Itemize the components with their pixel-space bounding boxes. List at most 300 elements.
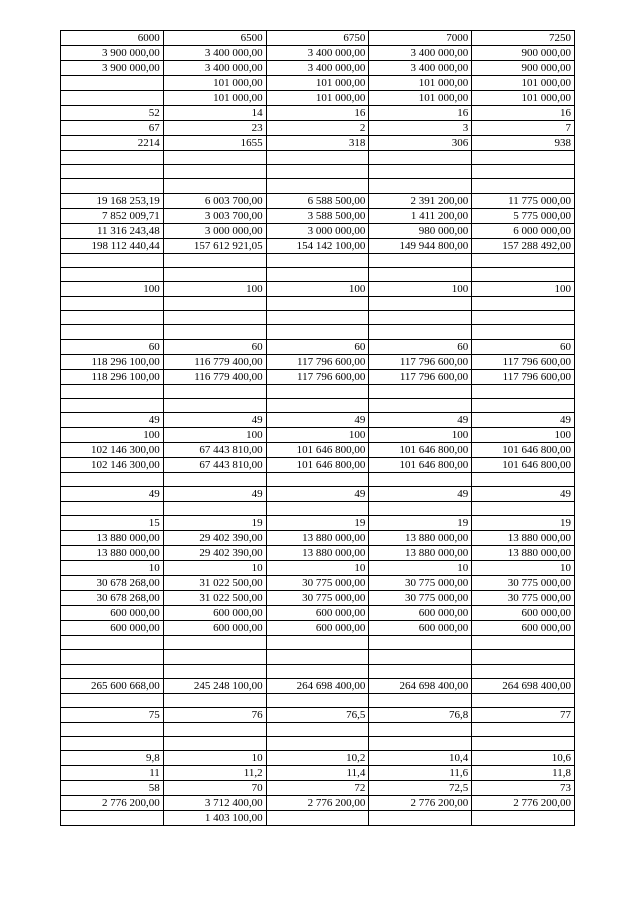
table-row: [61, 121, 575, 136]
table-cell: 19 168 253,19: [61, 193, 164, 208]
table-row: [61, 781, 575, 796]
table-row: [61, 664, 575, 678]
table-cell: 100: [163, 281, 266, 296]
table-cell: 76: [163, 708, 266, 723]
table-cell: [472, 384, 575, 398]
table-cell: [163, 502, 266, 516]
table-cell: [266, 636, 369, 650]
table-cell: 9,8: [61, 751, 164, 766]
table-cell: 100: [61, 427, 164, 442]
table-cell: [163, 267, 266, 281]
table-cell: 19: [472, 516, 575, 531]
table-row: [61, 457, 575, 472]
table-cell: 100: [369, 281, 472, 296]
table-cell: 264 698 400,00: [369, 678, 472, 693]
table-cell: 76,8: [369, 708, 472, 723]
table-cell: 14: [163, 106, 266, 121]
table-cell: [163, 151, 266, 165]
table-cell: 2 391 200,00: [369, 193, 472, 208]
table-cell: [163, 723, 266, 737]
table-cell: 72,5: [369, 781, 472, 796]
table-row: [61, 296, 575, 310]
table-cell: 11 316 243,48: [61, 223, 164, 238]
table-cell: [472, 296, 575, 310]
table-cell: [472, 311, 575, 325]
table-cell: [61, 664, 164, 678]
table-cell: [61, 384, 164, 398]
table-row: [61, 693, 575, 707]
table-cell: 19: [369, 516, 472, 531]
table-cell: 3 400 000,00: [369, 61, 472, 76]
table-cell: 49: [266, 412, 369, 427]
table-cell: 938: [472, 136, 575, 151]
table-cell: [61, 91, 164, 106]
table-cell: 13 880 000,00: [472, 546, 575, 561]
table-cell: 117 796 600,00: [369, 369, 472, 384]
table-cell: 15: [61, 516, 164, 531]
table-cell: [266, 151, 369, 165]
table-cell: 1 411 200,00: [369, 208, 472, 223]
table-cell: [163, 398, 266, 412]
table-cell: 60: [266, 339, 369, 354]
table-cell: 7: [472, 121, 575, 136]
table-cell: 67 443 810,00: [163, 457, 266, 472]
table-cell: [472, 179, 575, 193]
table-cell: 76,5: [266, 708, 369, 723]
table-cell: [472, 502, 575, 516]
table-cell: [369, 636, 472, 650]
table-cell: 306: [369, 136, 472, 151]
table-cell: [163, 737, 266, 751]
table-cell: 101 000,00: [266, 76, 369, 91]
table-row: [61, 576, 575, 591]
table-cell: [369, 502, 472, 516]
table-row: [61, 796, 575, 811]
table-cell: [266, 165, 369, 179]
table-cell: 58: [61, 781, 164, 796]
table-cell: 100: [472, 427, 575, 442]
table-row: [61, 238, 575, 253]
table-cell: 264 698 400,00: [472, 678, 575, 693]
table-cell: [266, 296, 369, 310]
table-cell: 11,6: [369, 766, 472, 781]
table-cell: [61, 296, 164, 310]
table-cell: [163, 253, 266, 267]
table-cell: [61, 398, 164, 412]
table-cell: 16: [472, 106, 575, 121]
table-cell: 77: [472, 708, 575, 723]
table-cell: [472, 253, 575, 267]
table-cell: 600 000,00: [163, 606, 266, 621]
table-cell: 10: [61, 561, 164, 576]
table-cell: 31 022 500,00: [163, 591, 266, 606]
table-cell: 31 022 500,00: [163, 576, 266, 591]
table-cell: [369, 472, 472, 486]
table-cell: 2 776 200,00: [472, 796, 575, 811]
table-cell: [266, 693, 369, 707]
table-cell: [266, 650, 369, 664]
table-row: [61, 516, 575, 531]
table-cell: 13 880 000,00: [369, 546, 472, 561]
table-cell: 154 142 100,00: [266, 238, 369, 253]
table-cell: 7000: [369, 31, 472, 46]
table-cell: [472, 664, 575, 678]
table-row: [61, 136, 575, 151]
data-table: [60, 30, 575, 826]
table-cell: 101 000,00: [472, 76, 575, 91]
table-cell: [472, 636, 575, 650]
table-row: [61, 591, 575, 606]
table-cell: [472, 472, 575, 486]
table-cell: 6 000 000,00: [472, 223, 575, 238]
table-cell: [163, 325, 266, 339]
table-cell: 3 003 700,00: [163, 208, 266, 223]
table-cell: [61, 151, 164, 165]
table-cell: 101 000,00: [472, 91, 575, 106]
table-cell: 318: [266, 136, 369, 151]
table-cell: 3 588 500,00: [266, 208, 369, 223]
table-cell: 116 779 400,00: [163, 354, 266, 369]
table-row: [61, 281, 575, 296]
table-cell: 6 003 700,00: [163, 193, 266, 208]
table-cell: 67 443 810,00: [163, 442, 266, 457]
table-row: [61, 208, 575, 223]
table-cell: 60: [369, 339, 472, 354]
table-row: [61, 398, 575, 412]
table-cell: 16: [266, 106, 369, 121]
table-cell: 117 796 600,00: [369, 354, 472, 369]
table-cell: 600 000,00: [61, 621, 164, 636]
table-row: [61, 325, 575, 339]
table-cell: 101 000,00: [369, 91, 472, 106]
table-cell: 6500: [163, 31, 266, 46]
table-cell: [61, 165, 164, 179]
table-cell: 118 296 100,00: [61, 354, 164, 369]
table-cell: [61, 502, 164, 516]
table-cell: [61, 723, 164, 737]
table-row: [61, 723, 575, 737]
table-cell: 30 678 268,00: [61, 576, 164, 591]
table-cell: 600 000,00: [369, 606, 472, 621]
table-cell: 60: [61, 339, 164, 354]
table-cell: 16: [369, 106, 472, 121]
table-row: [61, 650, 575, 664]
table-row: [61, 546, 575, 561]
table-cell: 101 646 800,00: [472, 457, 575, 472]
table-cell: [369, 325, 472, 339]
table-cell: 30 775 000,00: [266, 591, 369, 606]
table-cell: [266, 472, 369, 486]
table-row: [61, 811, 575, 826]
table-cell: 13 880 000,00: [266, 531, 369, 546]
table-cell: [61, 311, 164, 325]
table-cell: [61, 636, 164, 650]
table-cell: [472, 398, 575, 412]
table-cell: 600 000,00: [61, 606, 164, 621]
table-cell: 11,4: [266, 766, 369, 781]
table-cell: 101 000,00: [369, 76, 472, 91]
table-cell: [266, 737, 369, 751]
table-cell: 265 600 668,00: [61, 678, 164, 693]
table-cell: 101 646 800,00: [266, 442, 369, 457]
table-row: [61, 606, 575, 621]
table-cell: 67: [61, 121, 164, 136]
table-cell: 101 646 800,00: [266, 457, 369, 472]
table-row: [61, 502, 575, 516]
table-cell: [266, 253, 369, 267]
table-cell: 3 000 000,00: [266, 223, 369, 238]
table-cell: 101 646 800,00: [369, 457, 472, 472]
table-cell: 157 288 492,00: [472, 238, 575, 253]
table-cell: [369, 165, 472, 179]
table-cell: 3 400 000,00: [266, 61, 369, 76]
table-cell: 2 776 200,00: [61, 796, 164, 811]
table-cell: [472, 267, 575, 281]
table-cell: 3 000 000,00: [163, 223, 266, 238]
table-cell: [472, 811, 575, 826]
table-cell: 102 146 300,00: [61, 457, 164, 472]
table-cell: 49: [163, 487, 266, 502]
table-row: [61, 253, 575, 267]
table-cell: 2 776 200,00: [266, 796, 369, 811]
table-cell: [369, 179, 472, 193]
table-cell: 117 796 600,00: [472, 369, 575, 384]
table-cell: [266, 267, 369, 281]
table-cell: 157 612 921,05: [163, 238, 266, 253]
table-cell: 6750: [266, 31, 369, 46]
table-cell: 101 646 800,00: [369, 442, 472, 457]
table-cell: [369, 650, 472, 664]
table-cell: 10: [266, 561, 369, 576]
table-row: [61, 751, 575, 766]
table-cell: 11,8: [472, 766, 575, 781]
table-cell: 7 852 009,71: [61, 208, 164, 223]
table-cell: 13 880 000,00: [369, 531, 472, 546]
table-cell: 900 000,00: [472, 61, 575, 76]
table-cell: [266, 325, 369, 339]
table-cell: 72: [266, 781, 369, 796]
table-cell: 11: [61, 766, 164, 781]
table-cell: [369, 296, 472, 310]
table-cell: [61, 472, 164, 486]
table-cell: [61, 253, 164, 267]
table-row: [61, 339, 575, 354]
table-cell: [369, 664, 472, 678]
table-cell: 49: [163, 412, 266, 427]
table-cell: [369, 384, 472, 398]
table-cell: [369, 253, 472, 267]
table-cell: 73: [472, 781, 575, 796]
table-cell: 1 403 100,00: [163, 811, 266, 826]
table-cell: 2 776 200,00: [369, 796, 472, 811]
table-row: [61, 427, 575, 442]
table-cell: 7250: [472, 31, 575, 46]
table-cell: 60: [163, 339, 266, 354]
table-cell: [163, 311, 266, 325]
table-cell: [266, 664, 369, 678]
table-cell: 30 775 000,00: [369, 576, 472, 591]
table-row: [61, 561, 575, 576]
table-cell: 70: [163, 781, 266, 796]
table-cell: [369, 151, 472, 165]
table-cell: 11,2: [163, 766, 266, 781]
table-cell: 600 000,00: [266, 621, 369, 636]
table-cell: [163, 384, 266, 398]
table-cell: 6000: [61, 31, 164, 46]
table-cell: [163, 693, 266, 707]
table-cell: 117 796 600,00: [266, 354, 369, 369]
table-cell: 30 678 268,00: [61, 591, 164, 606]
table-cell: 30 775 000,00: [369, 591, 472, 606]
table-cell: [163, 650, 266, 664]
table-cell: [61, 76, 164, 91]
table-cell: [472, 151, 575, 165]
table-cell: [61, 693, 164, 707]
table-cell: [266, 384, 369, 398]
table-cell: [61, 179, 164, 193]
table-row: [61, 267, 575, 281]
table-cell: 2214: [61, 136, 164, 151]
table-cell: 60: [472, 339, 575, 354]
table-cell: 10,6: [472, 751, 575, 766]
table-cell: 29 402 390,00: [163, 531, 266, 546]
table-row: [61, 46, 575, 61]
table-cell: 600 000,00: [266, 606, 369, 621]
table-cell: 29 402 390,00: [163, 546, 266, 561]
table-row: [61, 31, 575, 46]
table-row: [61, 369, 575, 384]
table-row: [61, 165, 575, 179]
table-cell: 19: [266, 516, 369, 531]
table-cell: 264 698 400,00: [266, 678, 369, 693]
table-cell: [369, 311, 472, 325]
table-row: [61, 151, 575, 165]
table-cell: 3 900 000,00: [61, 46, 164, 61]
table-cell: 600 000,00: [369, 621, 472, 636]
table-cell: 49: [369, 487, 472, 502]
table-cell: 49: [61, 487, 164, 502]
table-cell: [61, 267, 164, 281]
table-cell: [163, 472, 266, 486]
table-row: [61, 91, 575, 106]
table-row: [61, 412, 575, 427]
table-cell: [61, 737, 164, 751]
table-cell: [163, 179, 266, 193]
table-cell: [472, 325, 575, 339]
table-cell: 30 775 000,00: [266, 576, 369, 591]
table-row: [61, 678, 575, 693]
table-cell: 5 775 000,00: [472, 208, 575, 223]
table-cell: 13 880 000,00: [61, 531, 164, 546]
table-cell: [163, 664, 266, 678]
table-row: [61, 766, 575, 781]
table-cell: [163, 165, 266, 179]
table-cell: 30 775 000,00: [472, 591, 575, 606]
table-cell: 3 400 000,00: [163, 61, 266, 76]
table-cell: [61, 811, 164, 826]
table-row: [61, 354, 575, 369]
table-cell: 49: [369, 412, 472, 427]
table-cell: [61, 650, 164, 664]
table-cell: 101 646 800,00: [472, 442, 575, 457]
table-cell: 100: [472, 281, 575, 296]
table-cell: 100: [266, 427, 369, 442]
table-cell: 3 900 000,00: [61, 61, 164, 76]
table-cell: [266, 398, 369, 412]
table-cell: 600 000,00: [472, 606, 575, 621]
table-row: [61, 193, 575, 208]
table-cell: [163, 296, 266, 310]
table-row: [61, 76, 575, 91]
table-cell: 10: [472, 561, 575, 576]
table-row: [61, 384, 575, 398]
table-cell: 198 112 440,44: [61, 238, 164, 253]
table-cell: 49: [266, 487, 369, 502]
table-cell: 11 775 000,00: [472, 193, 575, 208]
table-row: [61, 708, 575, 723]
table-cell: [472, 737, 575, 751]
table-cell: [369, 267, 472, 281]
table-cell: 100: [369, 427, 472, 442]
table-cell: [61, 325, 164, 339]
data-table-body: [61, 31, 575, 826]
table-cell: 3 400 000,00: [369, 46, 472, 61]
table-cell: 49: [472, 487, 575, 502]
table-cell: [163, 636, 266, 650]
table-cell: [472, 693, 575, 707]
table-row: [61, 223, 575, 238]
table-cell: 101 000,00: [163, 76, 266, 91]
table-cell: [266, 723, 369, 737]
table-cell: 10,2: [266, 751, 369, 766]
table-cell: 10: [369, 561, 472, 576]
table-cell: 6 588 500,00: [266, 193, 369, 208]
table-cell: [266, 311, 369, 325]
table-cell: [266, 502, 369, 516]
table-cell: 10: [163, 561, 266, 576]
table-cell: 52: [61, 106, 164, 121]
table-cell: [369, 723, 472, 737]
table-row: [61, 737, 575, 751]
table-cell: 3 400 000,00: [163, 46, 266, 61]
table-cell: [369, 737, 472, 751]
table-row: [61, 531, 575, 546]
table-cell: 3 712 400,00: [163, 796, 266, 811]
table-row: [61, 311, 575, 325]
table-row: [61, 487, 575, 502]
table-cell: 13 880 000,00: [472, 531, 575, 546]
table-cell: 149 944 800,00: [369, 238, 472, 253]
table-cell: 30 775 000,00: [472, 576, 575, 591]
table-row: [61, 106, 575, 121]
table-cell: 600 000,00: [163, 621, 266, 636]
table-cell: 13 880 000,00: [61, 546, 164, 561]
table-cell: 1655: [163, 136, 266, 151]
table-cell: 117 796 600,00: [266, 369, 369, 384]
table-cell: 100: [163, 427, 266, 442]
table-cell: [369, 398, 472, 412]
table-cell: [472, 723, 575, 737]
table-cell: 23: [163, 121, 266, 136]
table-cell: [472, 650, 575, 664]
table-row: [61, 621, 575, 636]
table-cell: [369, 693, 472, 707]
table-cell: 10,4: [369, 751, 472, 766]
table-cell: 3: [369, 121, 472, 136]
table-row: [61, 179, 575, 193]
table-cell: [472, 165, 575, 179]
table-cell: 101 000,00: [163, 91, 266, 106]
